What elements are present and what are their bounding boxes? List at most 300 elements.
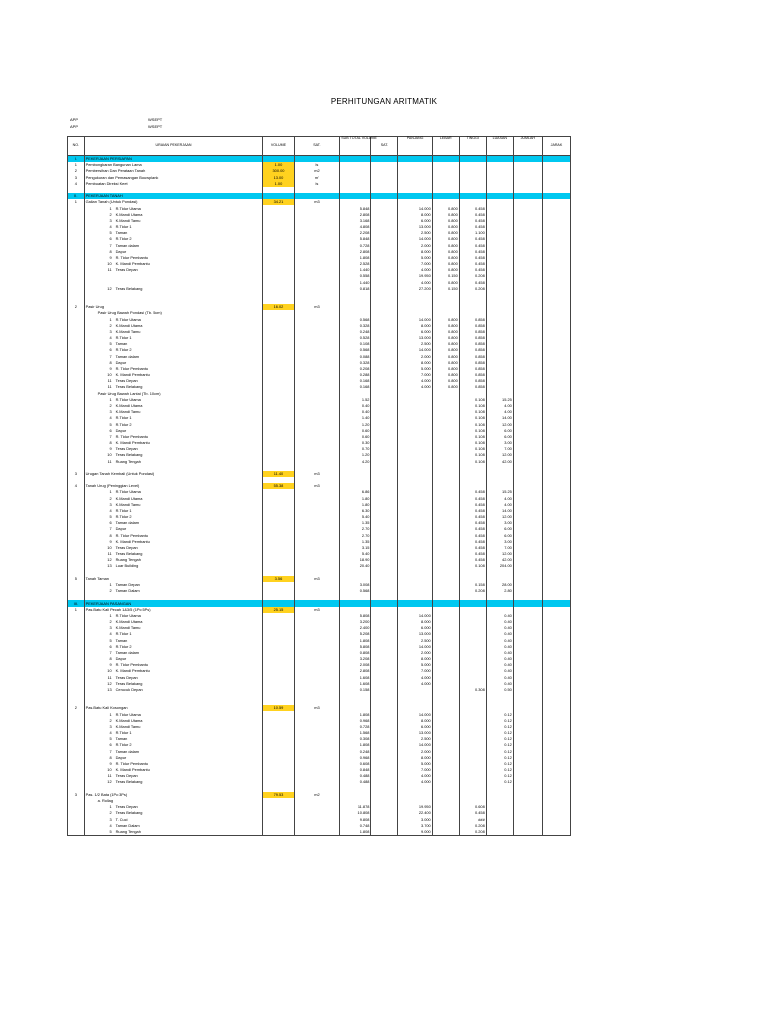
item-tinggi: 0.208 — [459, 286, 486, 292]
item-subtotal: 5.848 — [340, 205, 371, 211]
item-subtotal: 1.35 — [340, 520, 371, 526]
item-description-text: R.Tidur 2 — [115, 236, 132, 242]
item-no: 3 — [68, 175, 85, 181]
item-unit: m3 — [294, 576, 340, 582]
item-description-text: Teras Belakang — [115, 680, 143, 686]
item-description-text: K. Mandi Pembantu — [115, 767, 150, 773]
item-description-text: K.Mandi Utama — [115, 717, 143, 723]
item-description — [84, 156, 263, 163]
item-lebar: 0.800 — [432, 205, 459, 211]
item-luasan: 0.50 — [486, 687, 513, 693]
item-description-text: Tanah Taman — [85, 575, 109, 581]
item-description-text: R. Tidur Pembantu — [115, 532, 149, 538]
item-description-text: Teras Depan — [115, 446, 138, 452]
item-description-text: K.Mandi Tamu — [115, 328, 141, 334]
item-tinggi: 0.858 — [459, 354, 486, 360]
item-panjang: 2.500 — [398, 341, 432, 347]
item-no: I. — [68, 156, 85, 163]
item-luasan: 2.80 — [486, 588, 513, 594]
item-description-text: Teras Belakang — [115, 779, 143, 785]
item-unit — [294, 829, 340, 836]
item-panjang: 8.000 — [398, 323, 432, 329]
item-description-text: Teras Depan — [115, 378, 138, 384]
item-tinggi: 0.458 — [459, 224, 486, 230]
item-subtotal: 1.568 — [340, 730, 371, 736]
sub-item-no: 3 — [109, 723, 112, 729]
item-description-text: K.Mandi Tamu — [115, 217, 141, 223]
item-description-text: R.Tidur Utama — [115, 396, 141, 402]
item-panjang: 2.500 — [398, 736, 432, 742]
item-subtotal: 1.808 — [340, 829, 371, 836]
item-lebar: 0.800 — [432, 218, 459, 224]
item-no: 4 — [68, 483, 85, 489]
item-subtotal: 1.440 — [340, 279, 371, 285]
item-description-text: R.Tidur 2 — [115, 421, 132, 427]
item-volume: 1.00 — [263, 162, 294, 168]
meta-label: APP — [70, 117, 79, 122]
item-description-text: Taman dalam — [115, 242, 139, 248]
item-tinggi: 0.858 — [459, 372, 486, 378]
item-lebar: 0.800 — [432, 236, 459, 242]
item-subtotal: 0.328 — [340, 323, 371, 329]
item-luasan: 0.40 — [486, 625, 513, 631]
item-description-text: Taman Dalam — [115, 822, 140, 828]
item-description-text: Taman — [115, 341, 128, 347]
item-panjang — [398, 156, 432, 163]
item-unit: m3 — [294, 199, 340, 205]
sub-item-no: 5 — [109, 341, 112, 347]
item-description-text: Pembongkaran Bangunan Lama — [85, 162, 142, 168]
header-no: NO. — [68, 137, 85, 156]
sub-item-no: 1 — [109, 612, 112, 618]
item-description-text: R.Tidur 1 — [115, 507, 132, 513]
item-subtotal: 2.808 — [340, 249, 371, 255]
sub-item-no: 8 — [109, 359, 112, 365]
item-tinggi: 0.108 — [459, 458, 486, 464]
item-subtotal: 1.808 — [340, 255, 371, 261]
item-description-text: Pasir Urug Bawah Pondasi (Tb. 5cm) — [97, 310, 162, 316]
item-volume: 13.00 — [263, 175, 294, 181]
sub-item-no: 11 — [107, 384, 112, 390]
item-tinggi: 0.458 — [459, 267, 486, 273]
item-description-text: R.Tidur 1 — [115, 730, 132, 736]
item-jumlah — [513, 156, 542, 163]
sub-item-no: 7 — [109, 242, 112, 248]
header-volume: VOLUME — [263, 137, 294, 156]
item-subtotal: 0.528 — [340, 335, 371, 341]
item-tinggi: 0.458 — [459, 502, 486, 508]
item-luasan: 0.40 — [486, 613, 513, 619]
item-subtotal: 9.808 — [340, 816, 371, 822]
item-no — [68, 829, 85, 836]
item-subtotal: 0.728 — [340, 724, 371, 730]
item-description-text: Pembuatan Direksi Keet — [85, 180, 128, 186]
sub-item-no: 10 — [107, 452, 112, 458]
item-no: 1 — [68, 162, 85, 168]
item-unit: m3 — [294, 607, 340, 613]
item-description-text: Cerucuk Depan — [115, 686, 143, 692]
item-description-text: R.Tidur 1 — [115, 631, 132, 637]
item-luasan: 12.00 — [486, 452, 513, 458]
item-tinggi: 0.858 — [459, 329, 486, 335]
item-luasan: 4.00 — [486, 502, 513, 508]
sub-item-no: 7 — [109, 433, 112, 439]
item-subtotal: 0.748 — [340, 823, 371, 829]
item-volume: 1.00 — [263, 181, 294, 187]
item-description-text: K. Mandi Pembantu — [115, 261, 150, 267]
sub-item-no: 1 — [109, 205, 112, 211]
meta-row-2 — [70, 124, 163, 129]
item-luasan: 0.12 — [486, 724, 513, 730]
item-description-text: R.Tidur 2 — [115, 742, 132, 748]
item-tinggi: 0.458 — [459, 557, 486, 563]
sub-item-no: 8 — [109, 532, 112, 538]
item-panjang: 3.000 — [398, 816, 432, 822]
sub-item-no: 5 — [109, 736, 112, 742]
sub-item-no: 2 — [109, 717, 112, 723]
item-volume: 79.53 — [263, 792, 294, 798]
meta-value: WSEPT — [148, 117, 163, 122]
item-lebar: 0.800 — [432, 378, 459, 384]
item-panjang: 3.700 — [398, 823, 432, 829]
item-tinggi: 0.858 — [459, 378, 486, 384]
item-luasan: 15.25 — [486, 397, 513, 403]
item-no: 1 — [68, 199, 85, 205]
item-luasan: 12.00 — [486, 514, 513, 520]
item-tinggi: 0.458 — [459, 514, 486, 520]
item-volume: 10.59 — [263, 705, 294, 711]
item-luasan: 3.00 — [486, 520, 513, 526]
item-panjang: 14.000 — [398, 347, 432, 353]
sub-item-no: 2 — [109, 495, 112, 501]
item-unit: m2 — [294, 168, 340, 174]
item-description-text: R.Tidur 2 — [115, 514, 132, 520]
item-tinggi: 1.100 — [459, 230, 486, 236]
item-subtotal: 6.30 — [340, 508, 371, 514]
item-tinggi: 0.458 — [459, 508, 486, 514]
item-tinggi: 0.458 — [459, 539, 486, 545]
item-subtotal: 0.60 — [340, 428, 371, 434]
item-subtotal: 4.20 — [340, 458, 371, 464]
item-luasan: 4.00 — [486, 409, 513, 415]
page-title: PERHITUNGAN ARITMATIK — [330, 97, 438, 106]
item-unit: m3 — [294, 471, 340, 477]
sub-item-no: 2 — [109, 810, 112, 816]
item-description-text: K. Mandi Pembantu — [115, 440, 150, 446]
sub-item-no: 11 — [107, 267, 112, 273]
item-tinggi: 0.458 — [459, 551, 486, 557]
item-description-text: PEKERJAAN PASANGAN — [85, 600, 132, 606]
item-luasan: 0.40 — [486, 662, 513, 668]
item-description-text: Taman — [115, 637, 128, 643]
sub-item-no: 9 — [109, 662, 112, 668]
sub-item-no: 1 — [109, 581, 112, 587]
item-tinggi: 0.108 — [459, 428, 486, 434]
header-sub-total: SUB TOTAL VOLUME — [340, 137, 371, 156]
item-subtotal: 3.008 — [340, 582, 371, 588]
item-description-text: Ruang Tengah — [115, 557, 141, 563]
item-panjang: 14.000 — [398, 711, 432, 717]
item-subtotal: 20.40 — [340, 563, 371, 569]
item-lebar: 0.800 — [432, 360, 459, 366]
item-unit: m3 — [294, 705, 340, 711]
item-subtotal: 1.808 — [340, 637, 371, 643]
item-unit — [294, 156, 340, 163]
item-lebar: 0.800 — [432, 249, 459, 255]
sub-item-no: 9 — [109, 446, 112, 452]
item-lebar: 0.800 — [432, 335, 459, 341]
item-subtotal: 0.558 — [340, 273, 371, 279]
sub-item-no: 6 — [109, 742, 112, 748]
item-subtotal: 2.208 — [340, 230, 371, 236]
item-subtotal: 0.328 — [340, 360, 371, 366]
sub-item-no: 4 — [109, 335, 112, 341]
item-description-text: R.Tidur Utama — [115, 489, 141, 495]
item-panjang: 8.000 — [398, 656, 432, 662]
item-subtotal: 3.168 — [340, 218, 371, 224]
item-tinggi: 0.858 — [459, 341, 486, 347]
item-panjang: 13.000 — [398, 631, 432, 637]
sub-item-no: 11 — [107, 674, 112, 680]
item-tinggi: 0.208 — [459, 829, 486, 836]
item-description-text: Taman dalam — [115, 353, 139, 359]
header-row — [68, 137, 571, 156]
item-panjang: 19.950 — [398, 273, 432, 279]
item-description-text: R.Tidur 2 — [115, 347, 132, 353]
item-lebar: 0.150 — [432, 273, 459, 279]
item-description-text: Teras Depan — [115, 773, 138, 779]
sub-item-no: 3 — [109, 625, 112, 631]
item-lebar: 0.800 — [432, 212, 459, 218]
item-luasan: 7.00 — [486, 545, 513, 551]
item-luasan — [486, 156, 513, 163]
sub-group-letter: a. — [97, 798, 101, 803]
item-luasan: 0.12 — [486, 755, 513, 761]
item-tinggi: 0.458 — [459, 205, 486, 211]
item-luasan: 42.00 — [486, 458, 513, 464]
header-sat-2: SAT. — [371, 137, 398, 156]
sub-item-no: 9 — [109, 760, 112, 766]
item-luasan: 0.40 — [486, 619, 513, 625]
item-lebar: 0.800 — [432, 372, 459, 378]
item-lebar: 0.800 — [432, 267, 459, 273]
item-panjang: 6.000 — [398, 625, 432, 631]
item-luasan: 0.40 — [486, 656, 513, 662]
item-no: 1 — [68, 607, 85, 613]
item-subtotal: 0.248 — [340, 749, 371, 755]
item-no: III. — [68, 600, 85, 606]
item-lebar: 0.800 — [432, 384, 459, 390]
item-tinggi: 0.208 — [459, 273, 486, 279]
item-tinggi: 0.858 — [459, 366, 486, 372]
item-no: 3 — [68, 792, 85, 798]
item-luasan: 12.00 — [486, 551, 513, 557]
item-panjang: 8.000 — [398, 755, 432, 761]
sub-item-no: 11 — [107, 378, 112, 384]
sub-item-no: 10 — [107, 372, 112, 378]
item-description-text: K. Mandi Pembantu — [115, 538, 150, 544]
sub-item-no: 7 — [109, 649, 112, 655]
item-lebar: 0.800 — [432, 316, 459, 322]
item-description-text: R. Tidur Pembantu — [115, 662, 149, 668]
item-volume: 55.38 — [263, 483, 294, 489]
item-panjang: 5.000 — [398, 366, 432, 372]
item-panjang: 5.000 — [398, 255, 432, 261]
item-luasan: 15.25 — [486, 489, 513, 495]
item-tinggi: 0.108 — [459, 434, 486, 440]
item-volume: 300.00 — [263, 168, 294, 174]
sub-item-no: 12 — [107, 285, 112, 291]
item-panjang: 8.000 — [398, 212, 432, 218]
item-description-text: R. Tidur Pembantu — [115, 254, 149, 260]
item-tinggi: ### — [459, 816, 486, 822]
item-subtotal: 5.808 — [340, 613, 371, 619]
item-description-text: R.Tidur 1 — [115, 224, 132, 230]
item-subtotal: 1.80 — [340, 502, 371, 508]
item-panjang: 4.000 — [398, 378, 432, 384]
item-tinggi — [459, 156, 486, 163]
sub-item-no: 5 — [109, 230, 112, 236]
item-lebar: 0.800 — [432, 279, 459, 285]
item-luasan: 0.12 — [486, 749, 513, 755]
sub-item-no: 8 — [109, 754, 112, 760]
item-panjang: 14.000 — [398, 742, 432, 748]
item-panjang: 8.000 — [398, 249, 432, 255]
item-panjang: 14.000 — [398, 205, 432, 211]
item-volume: 34.21 — [263, 199, 294, 205]
item-subtotal: 3.208 — [340, 656, 371, 662]
item-description-text: Teras Depan — [115, 544, 138, 550]
item-tinggi: 0.108 — [459, 415, 486, 421]
item-subtotal: 0.40 — [340, 409, 371, 415]
item-subtotal: 10.808 — [340, 810, 371, 816]
item-luasan: 3.00 — [486, 539, 513, 545]
item-tinggi: 0.858 — [459, 316, 486, 322]
item-unit: m' — [294, 175, 340, 181]
sub-item-no: 10 — [107, 261, 112, 267]
item-luasan — [486, 829, 513, 836]
item-description-text: Ruang Tengah — [115, 828, 141, 834]
item-unit: m3 — [294, 304, 340, 310]
item-tinggi: 0.458 — [459, 255, 486, 261]
item-tinggi: 0.458 — [459, 261, 486, 267]
item-description-text: K.Mandi Tamu — [115, 723, 141, 729]
item-description-text: Taman Dalam — [115, 588, 140, 594]
item-description-text: Dapur — [115, 248, 127, 254]
item-subtotal: 0.168 — [340, 384, 371, 390]
item-tinggi: 0.108 — [459, 563, 486, 569]
item-description-text: Taman dalam — [115, 649, 139, 655]
item-subtotal: 0.968 — [340, 718, 371, 724]
item-luasan: 0.40 — [486, 668, 513, 674]
item-subtotal: 2.400 — [340, 625, 371, 631]
item-tinggi: 0.858 — [459, 384, 486, 390]
item-tinggi: 0.458 — [459, 279, 486, 285]
item-lebar: 0.800 — [432, 354, 459, 360]
header-sat: SAT. — [294, 137, 340, 156]
sub-item-no: 11 — [107, 458, 112, 464]
item-panjang: 7.000 — [398, 372, 432, 378]
sub-item-no: 5 — [109, 637, 112, 643]
item-panjang: 2.000 — [398, 354, 432, 360]
item-luasan: 3.00 — [486, 440, 513, 446]
item-subtotal: 2.808 — [340, 668, 371, 674]
item-luasan: 14.00 — [486, 415, 513, 421]
item-tinggi: 0.458 — [459, 242, 486, 248]
item-unit: ls — [294, 181, 340, 187]
item-subtotal: 0.108 — [340, 341, 371, 347]
item-subtotal: 0.70 — [340, 446, 371, 452]
item-no: 5 — [68, 576, 85, 582]
item-description-text: R.Tidur 1 — [115, 415, 132, 421]
item-panjang: 8.000 — [398, 718, 432, 724]
sub-item-no: 6 — [109, 347, 112, 353]
sub-item-no: 3 — [109, 217, 112, 223]
item-description-text: Teras Depan — [115, 804, 138, 810]
sub-item-no: 6 — [109, 643, 112, 649]
sub-item-no: 5 — [109, 828, 112, 834]
item-luasan: 12.00 — [486, 421, 513, 427]
sub-item-no: 8 — [109, 440, 112, 446]
item-volume: 16.02 — [263, 304, 294, 310]
header-luasan: LUASAN — [486, 137, 513, 156]
item-description-text: K.Mandi Utama — [115, 495, 143, 501]
item-tinggi: 0.108 — [459, 397, 486, 403]
item-luasan: 4.00 — [486, 495, 513, 501]
item-panjang: 14.000 — [398, 316, 432, 322]
item-subtotal: 0.728 — [340, 242, 371, 248]
sub-item-no: 10 — [107, 668, 112, 674]
item-panjang: 2.000 — [398, 650, 432, 656]
item-jarak — [542, 829, 570, 836]
item-panjang: 6.000 — [398, 218, 432, 224]
item-jumlah — [513, 829, 542, 836]
sub-item-no: 1 — [109, 711, 112, 717]
item-tinggi: 0.108 — [459, 446, 486, 452]
item-description-text: R.Tidur 1 — [115, 335, 132, 341]
sub-item-no: 4 — [109, 415, 112, 421]
item-volume — [263, 829, 294, 836]
item-description-text: Dapur — [115, 427, 127, 433]
sub-item-no: 3 — [109, 816, 112, 822]
sub-item-no: 12 — [107, 557, 112, 563]
item-lebar: 0.800 — [432, 255, 459, 261]
item-panjang: 14.000 — [398, 236, 432, 242]
header-panjang: PANJANG — [398, 137, 432, 156]
item-tinggi: 0.158 — [459, 582, 486, 588]
item-panjang: 4.000 — [398, 674, 432, 680]
item-subtotal: 3.15 — [340, 545, 371, 551]
sub-item-no: 13 — [107, 563, 112, 569]
sub-item-no: 9 — [109, 365, 112, 371]
item-description-text: Pembersihan Dan Perataan Tanah — [85, 168, 146, 174]
item-lebar — [432, 829, 459, 836]
item-subtotal: 0.568 — [340, 316, 371, 322]
item-panjang: 4.000 — [398, 773, 432, 779]
item-luasan: 6.00 — [486, 428, 513, 434]
item-lebar: 0.800 — [432, 347, 459, 353]
item-luasan: 6.00 — [486, 434, 513, 440]
meta-value: WSEPT — [148, 124, 163, 129]
item-description-text: R.Tidur 2 — [115, 643, 132, 649]
item-description-text: R.Tidur Utama — [115, 612, 141, 618]
meta-row-1 — [70, 117, 163, 122]
item-panjang: 7.000 — [398, 668, 432, 674]
item-subtotal: 0.848 — [340, 767, 371, 773]
item-description-text: Taman — [115, 230, 128, 236]
sub-item-no: 4 — [109, 822, 112, 828]
item-luasan: 0.12 — [486, 742, 513, 748]
